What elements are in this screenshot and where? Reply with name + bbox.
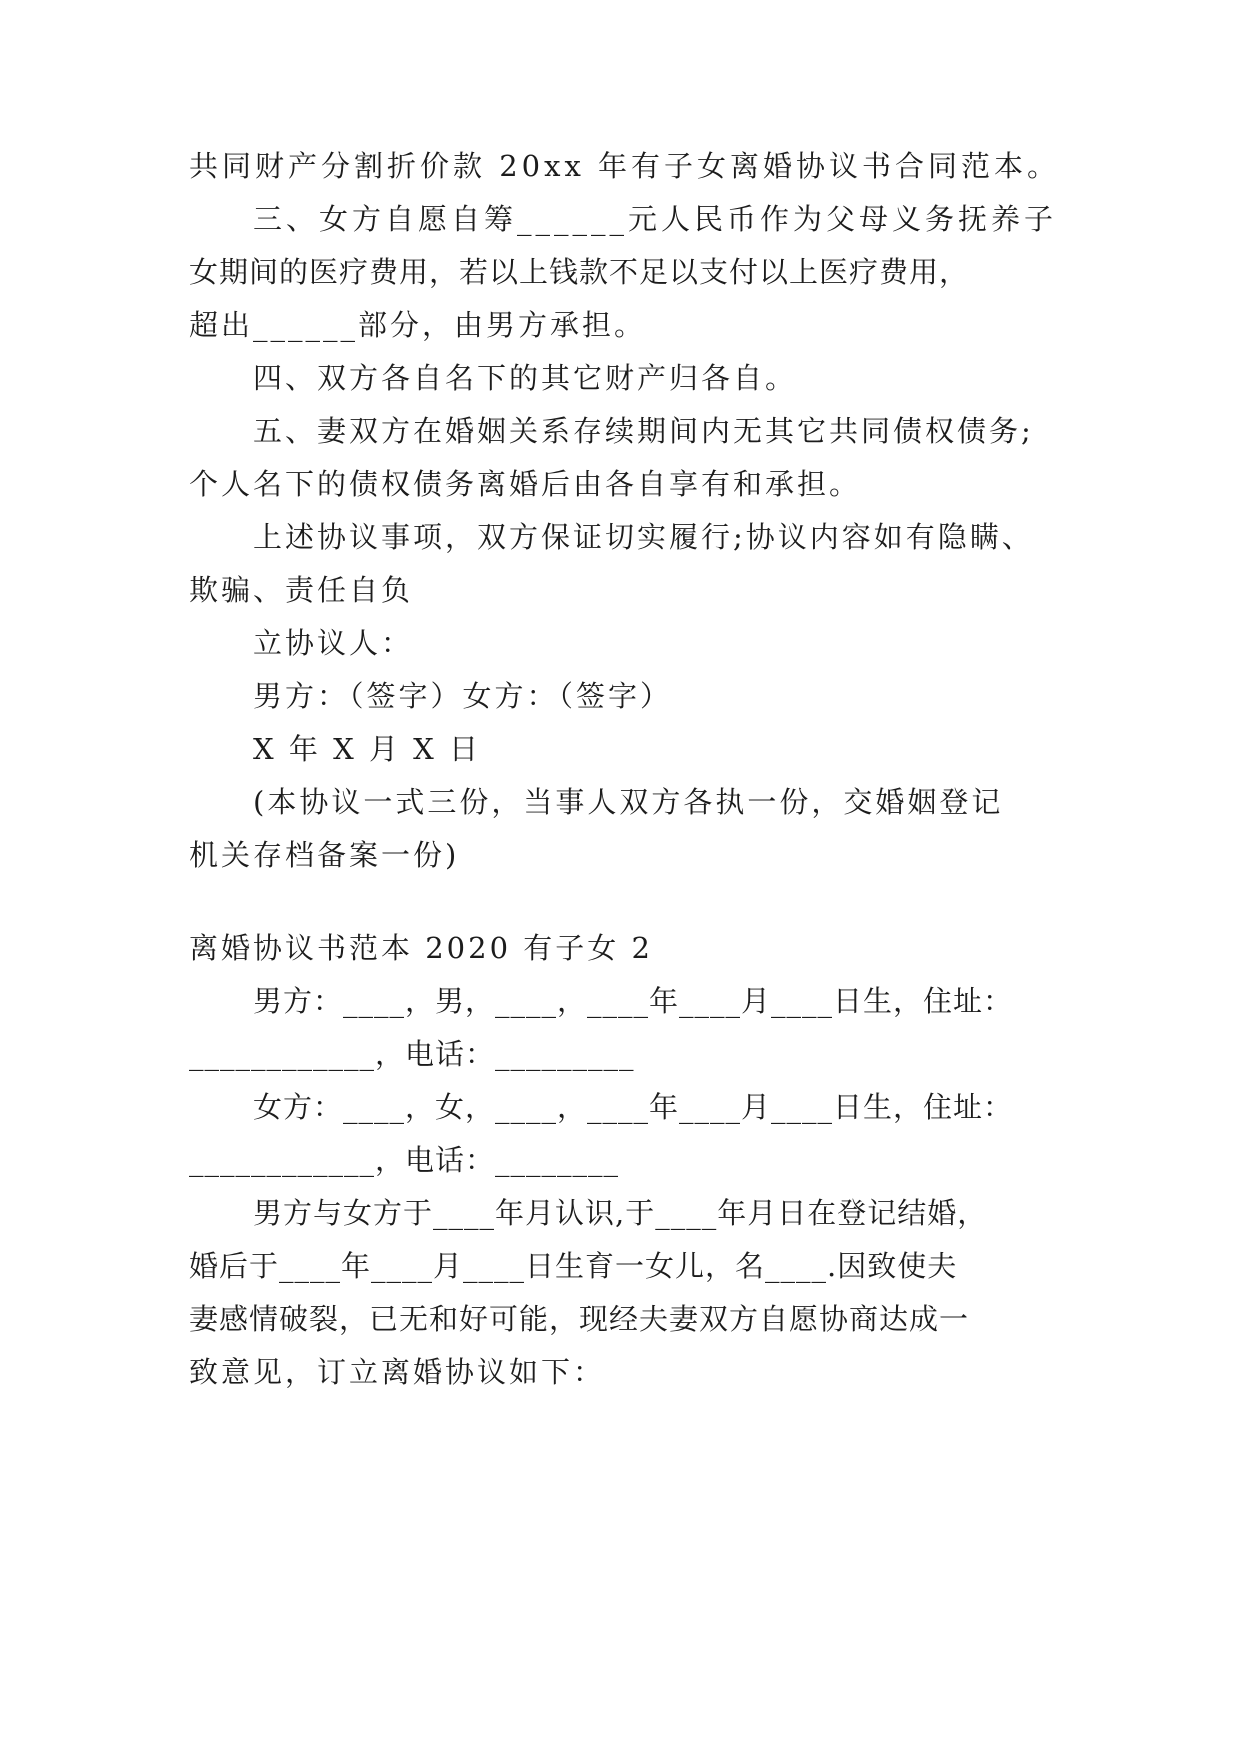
text-line: 女方：____，女，____，____年____月____日生，住址： [253, 1090, 1014, 1124]
text-line: 欺骗、责任自负 [189, 573, 414, 607]
text-line: ____________，电话：_________ [189, 1037, 635, 1071]
text-line: 超出______部分，由男方承担。 [189, 308, 647, 342]
text-line: 三、女方自愿自筹______元人民币作为父母义务抚养子 [253, 202, 1058, 236]
text-line: 个人名下的债权债务离婚后由各自享有和承担。 [189, 467, 862, 501]
text-line: 男方：（签字）女方：（签字） [253, 679, 673, 713]
text-line: 男方与女方于____年月认识,于____年月日在登记结婚， [253, 1196, 988, 1230]
text-line: X 年 X 月 X 日 [253, 732, 482, 766]
text-line: 上述协议事项，双方保证切实履行;协议内容如有隐瞒、 [253, 520, 1034, 554]
text-line: 机关存档备案一份) [189, 838, 460, 872]
text-line: 五、妻双方在婚姻关系存续期间内无其它共同债权债务; [253, 414, 1034, 448]
text-line: (本协议一式三份，当事人双方各执一份，交婚姻登记 [253, 785, 1004, 819]
text-line: 致意见，订立离婚协议如下： [189, 1355, 606, 1389]
text-line: 妻感情破裂，已无和好可能，现经夫妻双方自愿协商达成一 [189, 1302, 970, 1336]
text-line: 女期间的医疗费用，若以上钱款不足以支付以上医疗费用， [189, 255, 970, 289]
text-line: 婚后于____年____月____日生育一女儿，名____.因致使夫 [189, 1249, 958, 1283]
section-heading: 离婚协议书范本 2020 有子女 2 [189, 931, 653, 965]
text-line: 男方：____，男，____，____年____月____日生，住址： [253, 984, 1014, 1018]
text-line: ____________，电话：________ [189, 1143, 620, 1177]
text-line: 四、双方各自名下的其它财产归各自。 [253, 361, 798, 395]
text-line: 共同财产分割折价款 20xx 年有子女离婚协议书合同范本。 [189, 149, 1061, 183]
text-line: 立协议人： [253, 626, 414, 660]
